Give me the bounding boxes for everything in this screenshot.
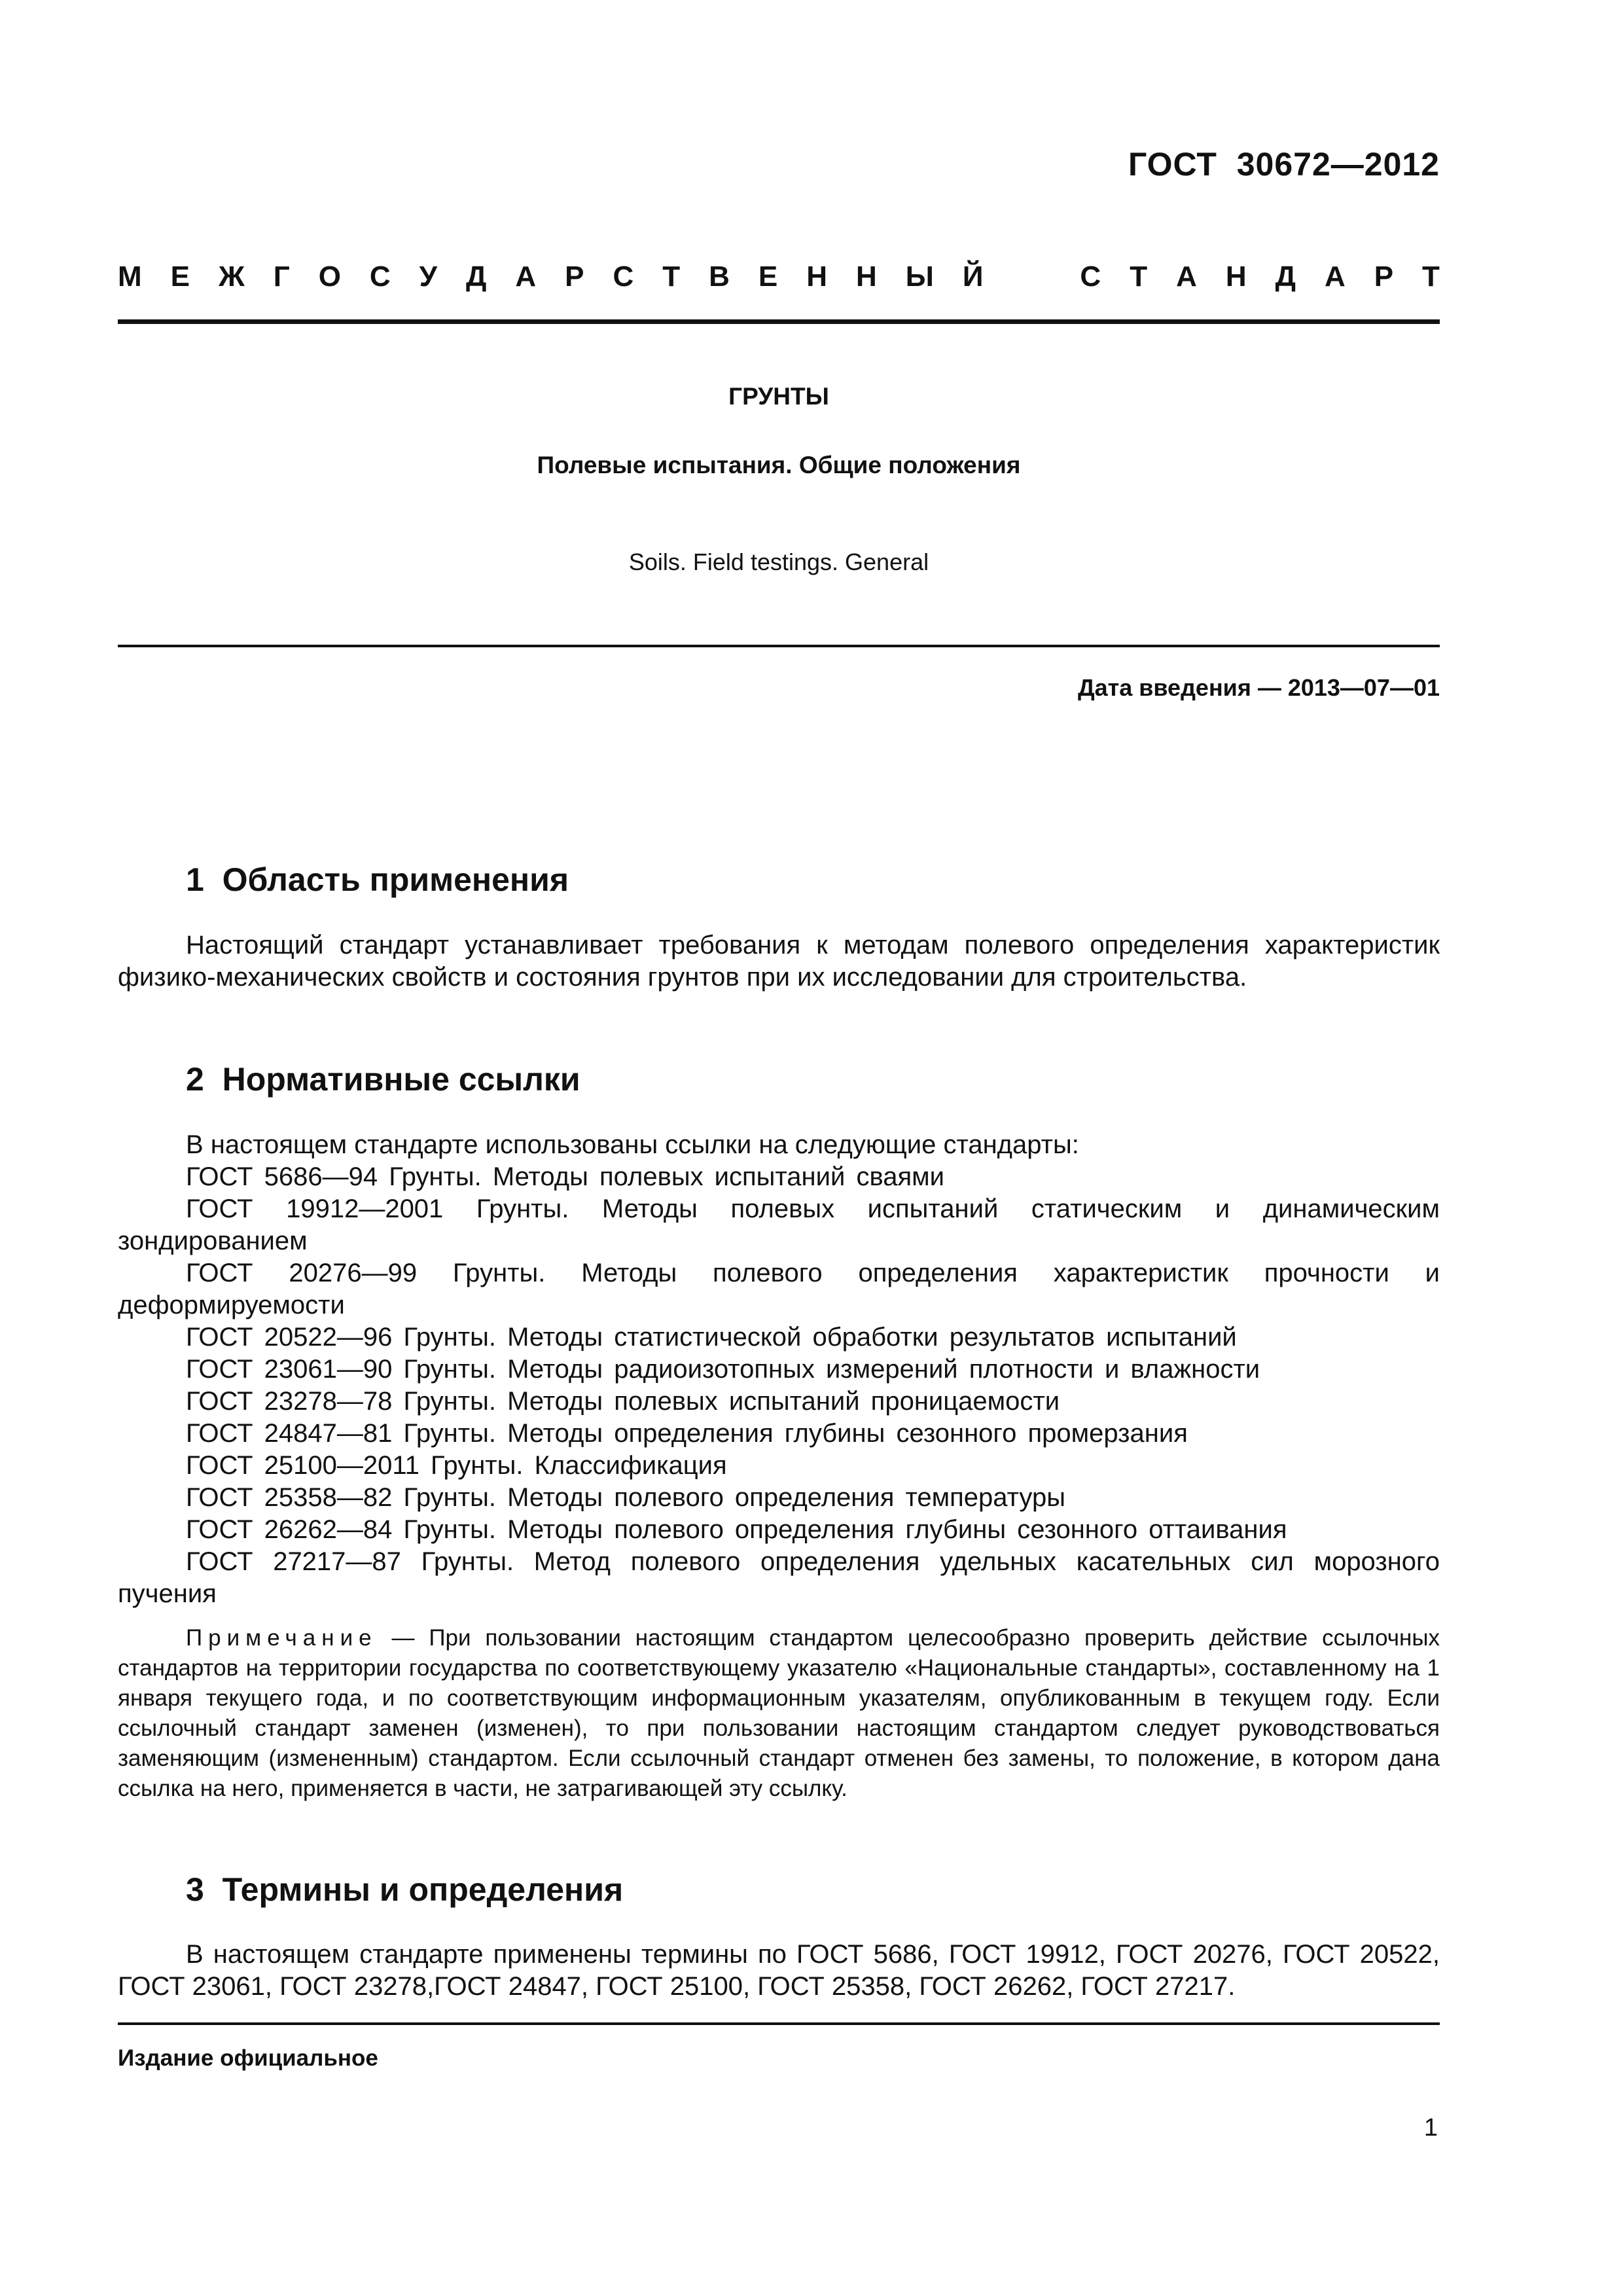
heading-letter: А <box>515 260 537 293</box>
reference-item: ГОСТ 19912—2001 Грунты. Методы полевых испытаний статическим и динамическим зондированием <box>118 1194 1440 1255</box>
document-subtitle: Полевые испытания. Общие положения <box>537 452 1021 478</box>
section-title-terms: 3 Термины и определения <box>186 1871 624 1908</box>
heading-letter: Т <box>662 260 681 293</box>
heading-letter: Г <box>273 260 290 293</box>
reference-item: ГОСТ 24847—81 Грунты. Методы определения глубины сезонного промерзания <box>186 1419 1188 1448</box>
heading-letter: О <box>318 260 341 293</box>
page-number: 1 <box>1423 2114 1438 2142</box>
heading-letter: Й <box>962 260 984 293</box>
heading-letter: С <box>613 260 634 293</box>
heading-letter: А <box>1176 260 1197 293</box>
heading-letter: М <box>118 260 142 293</box>
section-body-scope <box>118 929 1440 994</box>
section-title-references: 2 Нормативные ссылки <box>186 1061 580 1098</box>
reference-item: ГОСТ 23278—78 Грунты. Методы полевых испытаний проницаемости <box>186 1387 1060 1416</box>
reference-item: ГОСТ 25358—82 Грунты. Методы полевого определения температуры <box>186 1483 1065 1512</box>
heading-letter: А <box>1324 260 1346 293</box>
note-label: Примечание <box>186 1625 378 1651</box>
footer-divider <box>118 2022 1440 2025</box>
heading-letter: С <box>369 260 391 293</box>
section-body-terms <box>118 1939 1440 2003</box>
section-title-scope: 1 Область применения <box>186 861 569 898</box>
interstate-standard-heading <box>118 260 1440 293</box>
paragraph: Настоящий стандарт устанавливает требования к методам полевого определения характеристик физико-механических свойств и состояния грунтов при их исследовании для строительства. <box>118 931 1440 992</box>
heading-letter: Р <box>1374 260 1394 293</box>
heading-letter: Д <box>466 260 487 293</box>
reference-item: ГОСТ 25100—2011 Грунты. Классификация <box>186 1451 727 1480</box>
heading-letter: Ы <box>905 260 934 293</box>
document-title: ГРУНТЫ <box>728 383 829 410</box>
paragraph: В настоящем стандарте применены термины по ГОСТ 5686, ГОСТ 19912, ГОСТ 20276, ГОСТ 20522, ГОСТ 23061, ГОСТ 23278,ГОСТ 24847, ГОСТ 25100, ГОСТ 25358, ГОСТ 26262, ГОСТ 27217. <box>118 1940 1440 2001</box>
references-list <box>118 1129 1440 1610</box>
reference-item: ГОСТ 20276—99 Грунты. Методы полевого определения характеристик прочности и деформируемости <box>118 1259 1440 1319</box>
heading-letter: Н <box>806 260 828 293</box>
heading-letter: Р <box>565 260 584 293</box>
note-text: — При пользовании настоящим стандартом целесообразно проверить действие ссылочных стандартов на территории государства по соответствующему указателю «Национальные стандарты», составленному на 1 января текущего года, и по соответствующим информационным указателям, опубликованным в текущем году. Если ссылочный стандарт заменен (изменен), то при пользовании настоящим стандартом следует руководствоваться заменяющим (измененным) стандартом. Если ссылочный стандарт отменен без замены, то положение, в котором дана ссылка на него, применяется в части, не затрагивающей эту ссылку. <box>118 1625 1440 1801</box>
references-intro: В настоящем стандарте использованы ссылки на следующие стандарты: <box>186 1130 1079 1159</box>
heading-letter: Н <box>1225 260 1247 293</box>
reference-item: ГОСТ 27217—87 Грунты. Метод полевого определения удельных касательных сил морозного пучения <box>118 1547 1440 1608</box>
reference-item: ГОСТ 26262—84 Грунты. Методы полевого определения глубины сезонного оттаивания <box>186 1515 1287 1544</box>
introduction-date: Дата введения — 2013—07—01 <box>1077 674 1440 701</box>
english-title: Soils. Field testings. General <box>628 548 929 575</box>
heading-letter: Т <box>1130 260 1148 293</box>
heading-letter: С <box>1080 260 1101 293</box>
reference-item: ГОСТ 20522—96 Грунты. Методы статистической обработки результатов испытаний <box>186 1323 1237 1352</box>
gost-code: ГОСТ 30672—2012 <box>1128 146 1440 183</box>
heading-letter: Ж <box>218 260 245 293</box>
reference-item: ГОСТ 5686—94 Грунты. Методы полевых испытаний сваями <box>186 1162 944 1191</box>
heading-letter: В <box>709 260 730 293</box>
header-divider <box>118 319 1440 324</box>
official-edition-label: Издание официальное <box>118 2045 378 2071</box>
heading-letter: Д <box>1275 260 1296 293</box>
heading-word-gap <box>1012 260 1051 293</box>
heading-letter: Н <box>856 260 877 293</box>
heading-letter: Т <box>1422 260 1440 293</box>
heading-letter: Е <box>170 260 190 293</box>
heading-letter: Е <box>758 260 778 293</box>
heading-letter: У <box>419 260 438 293</box>
references-note <box>118 1623 1440 1804</box>
title-divider <box>118 645 1440 647</box>
reference-item: ГОСТ 23061—90 Грунты. Методы радиоизотопных измерений плотности и влажности <box>186 1355 1260 1384</box>
